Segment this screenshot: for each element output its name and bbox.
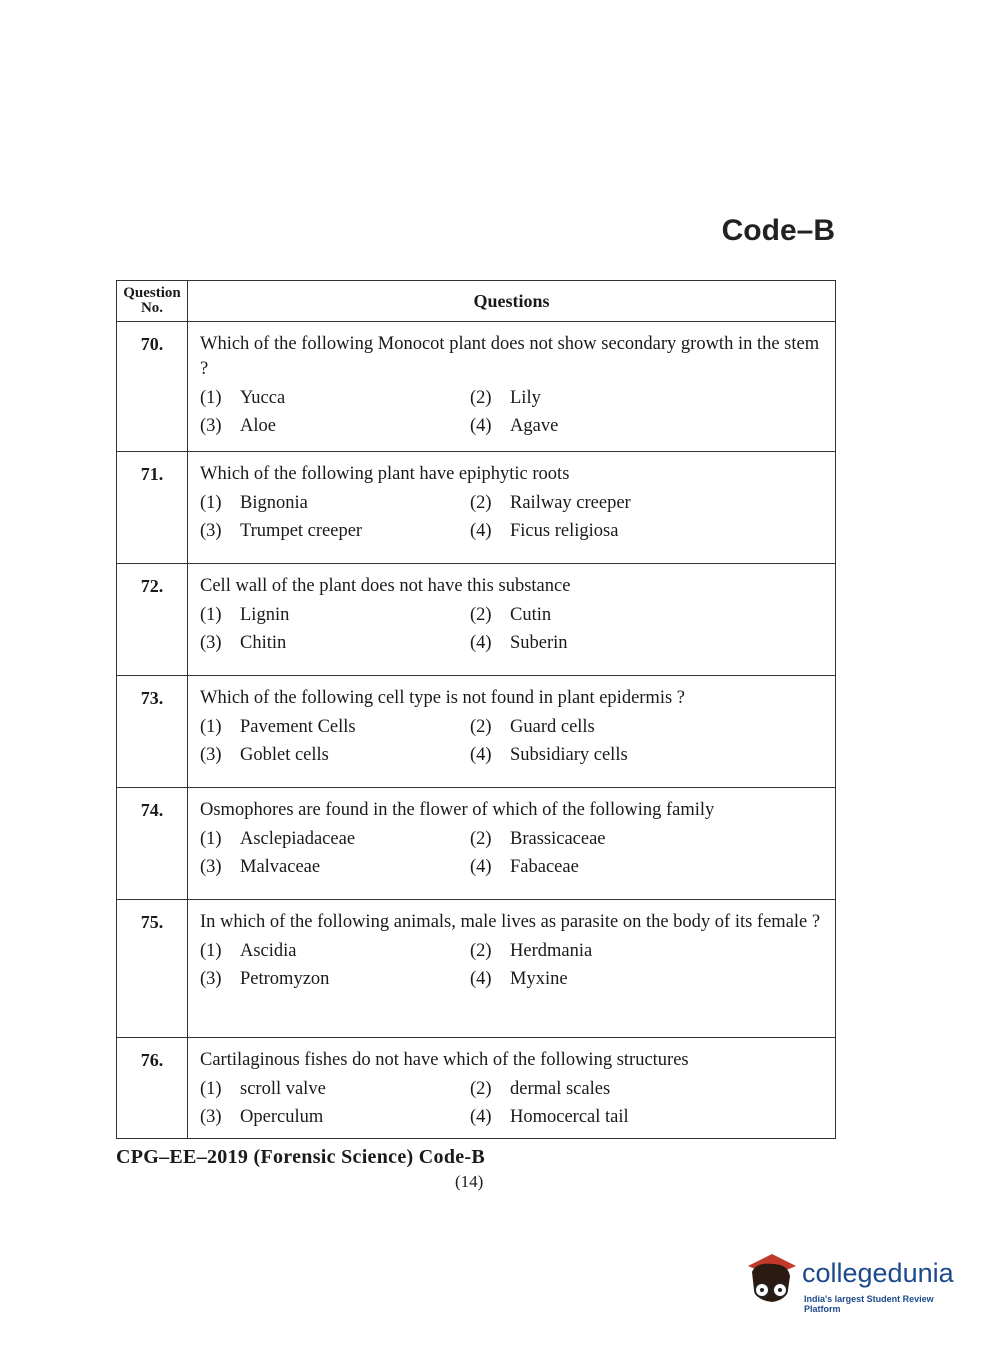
- option-number: (3): [200, 857, 222, 877]
- option-4: [470, 969, 829, 990]
- option-text: dermal scales: [510, 1079, 611, 1099]
- option-number: (4): [470, 969, 492, 989]
- question-row: [117, 1038, 836, 1139]
- option-number: (4): [470, 857, 492, 877]
- option-number: (2): [470, 941, 492, 961]
- option-text: Bignonia: [240, 493, 308, 513]
- option-2: [470, 605, 829, 626]
- option-text: Agave: [510, 416, 559, 436]
- option-3: [200, 416, 470, 437]
- option-4: [470, 745, 829, 766]
- option-number: (2): [470, 1079, 492, 1099]
- option-1: [200, 941, 470, 962]
- option-3: [200, 633, 470, 654]
- option-number: (3): [200, 633, 222, 653]
- option-text: Yucca: [240, 388, 286, 408]
- option-2: [470, 717, 829, 738]
- question-text: Cell wall of the plant does not have this substance: [200, 576, 571, 596]
- option-number: (4): [470, 416, 492, 436]
- option-number: (4): [470, 521, 492, 541]
- header-question-no: Question No.: [117, 281, 188, 322]
- option-text: Aloe: [240, 416, 276, 436]
- option-text: Herdmania: [510, 941, 593, 961]
- option-2: [470, 941, 829, 962]
- question-text: Which of the following Monocot plant does not show secondary growth in the stem ?: [200, 334, 820, 379]
- option-text: Ascidia: [240, 941, 297, 961]
- option-text: Railway creeper: [510, 493, 631, 513]
- option-4: [470, 633, 829, 654]
- question-text: In which of the following animals, male lives as parasite on the body of its female ?: [200, 912, 821, 932]
- questions-table: [116, 280, 836, 1139]
- option-1: [200, 388, 470, 409]
- option-number: (2): [470, 605, 492, 625]
- option-number: (4): [470, 1107, 492, 1127]
- question-number: 72.: [117, 564, 188, 676]
- question-number: 76.: [117, 1038, 188, 1139]
- question-body: [188, 788, 836, 900]
- option-text: Lignin: [240, 605, 290, 625]
- option-number: (2): [470, 717, 492, 737]
- option-number: (1): [200, 829, 222, 849]
- option-number: (1): [200, 493, 222, 513]
- option-2: [470, 829, 829, 850]
- question-text: Cartilaginous fishes do not have which of the following structures: [200, 1050, 689, 1070]
- option-1: [200, 1079, 470, 1100]
- option-text: Asclepiadaceae: [240, 829, 356, 849]
- code-header: Code–B: [721, 214, 835, 247]
- option-2: [470, 1079, 829, 1100]
- question-number: 73.: [117, 676, 188, 788]
- option-3: [200, 1107, 470, 1128]
- option-list: [200, 493, 829, 542]
- option-text: Cutin: [510, 605, 552, 625]
- logo-name: collegedunia: [802, 1258, 954, 1288]
- option-text: Suberin: [510, 633, 568, 653]
- collegedunia-mascot-icon: [742, 1250, 798, 1308]
- option-1: [200, 493, 470, 514]
- option-list: [200, 941, 829, 990]
- option-number: (2): [470, 388, 492, 408]
- question-body: [188, 676, 836, 788]
- option-text: Myxine: [510, 969, 568, 989]
- option-text: Malvaceae: [240, 857, 321, 877]
- option-4: [470, 416, 829, 437]
- option-3: [200, 969, 470, 990]
- option-2: [470, 493, 829, 514]
- option-text: Lily: [510, 388, 541, 408]
- option-4: [470, 521, 829, 542]
- page-number: (14): [455, 1172, 484, 1191]
- question-text: Osmophores are found in the flower of which of the following family: [200, 800, 715, 820]
- question-row: [117, 322, 836, 452]
- option-number: (2): [470, 829, 492, 849]
- question-number: 74.: [117, 788, 188, 900]
- option-text: Fabaceae: [510, 857, 579, 877]
- option-1: [200, 829, 470, 850]
- footer-code: CPG–EE–2019 (Forensic Science) Code-B: [116, 1146, 486, 1168]
- option-number: (1): [200, 388, 222, 408]
- option-3: [200, 857, 470, 878]
- option-text: Petromyzon: [240, 969, 330, 989]
- option-number: (4): [470, 633, 492, 653]
- option-4: [470, 857, 829, 878]
- question-row: [117, 900, 836, 1038]
- option-number: (3): [200, 1107, 222, 1127]
- question-number: 70.: [117, 322, 188, 452]
- option-number: (3): [200, 416, 222, 436]
- option-text: Guard cells: [510, 717, 595, 737]
- option-list: [200, 388, 829, 437]
- option-list: [200, 717, 829, 766]
- option-text: Chitin: [240, 633, 287, 653]
- option-number: (1): [200, 1079, 222, 1099]
- option-1: [200, 605, 470, 626]
- option-list: [200, 605, 829, 654]
- header-questions: Questions: [188, 281, 836, 322]
- question-number: 75.: [117, 900, 188, 1038]
- logo-tagline: India's largest Student Review Platform: [804, 1294, 934, 1314]
- question-row: [117, 452, 836, 564]
- question-row: [117, 564, 836, 676]
- option-3: [200, 745, 470, 766]
- option-number: (3): [200, 969, 222, 989]
- question-body: [188, 1038, 836, 1139]
- option-text: Operculum: [240, 1107, 324, 1127]
- option-number: (1): [200, 717, 222, 737]
- question-body: [188, 900, 836, 1038]
- option-1: [200, 717, 470, 738]
- option-number: (3): [200, 745, 222, 765]
- question-body: [188, 452, 836, 564]
- option-text: Pavement Cells: [240, 717, 356, 737]
- option-number: (4): [470, 745, 492, 765]
- option-number: (3): [200, 521, 222, 541]
- option-text: Goblet cells: [240, 745, 329, 765]
- question-body: [188, 564, 836, 676]
- question-text: Which of the following plant have epiphytic roots: [200, 464, 570, 484]
- option-4: [470, 1107, 829, 1128]
- question-row: [117, 788, 836, 900]
- question-text: Which of the following cell type is not found in plant epidermis ?: [200, 688, 686, 708]
- option-list: [200, 829, 829, 878]
- option-text: Homocercal tail: [510, 1107, 629, 1127]
- table-header-row: [117, 281, 836, 322]
- option-text: Trumpet creeper: [240, 521, 363, 541]
- question-row: [117, 676, 836, 788]
- option-number: (1): [200, 605, 222, 625]
- question-number: 71.: [117, 452, 188, 564]
- option-2: [470, 388, 829, 409]
- question-body: [188, 322, 836, 452]
- option-text: Ficus religiosa: [510, 521, 619, 541]
- option-number: (2): [470, 493, 492, 513]
- collegedunia-logo: [742, 1250, 972, 1314]
- option-text: Brassicaceae: [510, 829, 606, 849]
- option-number: (1): [200, 941, 222, 961]
- option-text: Subsidiary cells: [510, 745, 628, 765]
- option-3: [200, 521, 470, 542]
- option-text: scroll valve: [240, 1079, 326, 1099]
- option-list: [200, 1079, 829, 1128]
